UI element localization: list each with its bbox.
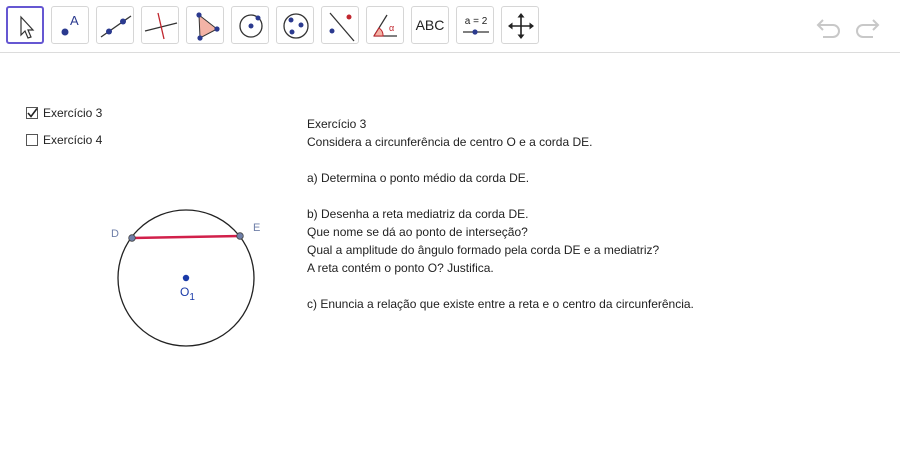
exercise-line (307, 187, 694, 205)
center-point-o[interactable] (183, 275, 189, 281)
exercise-line: b) Desenha a reta mediatriz da corda DE. (307, 207, 529, 221)
slider-tool-label: a = 2 (464, 16, 488, 27)
line-tool-button[interactable] (96, 6, 134, 44)
label-center-name: O (180, 285, 190, 299)
polygon-icon (187, 7, 225, 45)
exercise-line (307, 151, 694, 169)
exercise-line: A reta contém o ponto O? Justifica. (307, 261, 494, 275)
polygon-tool-button[interactable] (186, 6, 224, 44)
exercise-line: Que nome se dá ao ponto de interseção? (307, 225, 528, 239)
circle-center-point-icon (232, 7, 270, 45)
angle-tool-label: α (389, 23, 395, 33)
angle-icon (367, 7, 405, 45)
perpendicular-line-tool-button[interactable] (141, 6, 179, 44)
angle-tool-button[interactable] (366, 6, 404, 44)
exercise-line: a) Determina o ponto médio da corda DE. (307, 171, 530, 185)
graphics-view[interactable] (0, 53, 300, 373)
move-arrows-icon (502, 7, 540, 45)
line-through-points-icon (97, 7, 135, 45)
checkbox-label: Exercício 3 (43, 106, 103, 120)
circle-three-points-icon (277, 7, 315, 45)
exercise-line: Qual a amplitude do ângulo formado pela corda DE e a mediatriz? (307, 243, 660, 257)
circle-center-tool-button[interactable] (231, 6, 269, 44)
chord-de[interactable] (132, 236, 240, 238)
point-e[interactable] (237, 233, 244, 240)
circle-three-points-tool-button[interactable] (276, 6, 314, 44)
exercise-line: c) Enuncia a relação que existe entre a reta e o centro da circunferência. (307, 297, 694, 311)
point-d[interactable] (129, 235, 136, 242)
perpendicular-line-icon (142, 7, 180, 45)
exercise-text[interactable] (307, 115, 694, 313)
undo-icon[interactable] (815, 14, 845, 40)
redo-icon[interactable] (851, 14, 881, 40)
reflect-tool-button[interactable] (321, 6, 359, 44)
text-tool-button[interactable] (411, 6, 449, 44)
move-tool-button[interactable] (6, 6, 44, 44)
exercise-title: Exercício 3 (307, 117, 367, 131)
label-e: E (253, 222, 261, 234)
cursor-arrow-icon (8, 8, 46, 46)
label-center-subscript: 1 (189, 292, 195, 303)
slider-icon (457, 7, 495, 45)
point-icon (52, 7, 90, 45)
exercise-line (307, 277, 694, 295)
point-tool-button[interactable] (51, 6, 89, 44)
move-graphics-view-tool-button[interactable] (501, 6, 539, 44)
checkbox-label: Exercício 4 (43, 133, 103, 147)
text-tool-label: ABC (415, 17, 445, 33)
toolbar (0, 0, 900, 53)
label-center (180, 285, 195, 303)
slider-tool-button[interactable] (456, 6, 494, 44)
point-tool-label: A (70, 13, 79, 28)
label-d: D (111, 228, 119, 240)
exercise-line: Considera a circunferência de centro O e a corda DE. (307, 135, 593, 149)
reflect-about-line-icon (322, 7, 360, 45)
